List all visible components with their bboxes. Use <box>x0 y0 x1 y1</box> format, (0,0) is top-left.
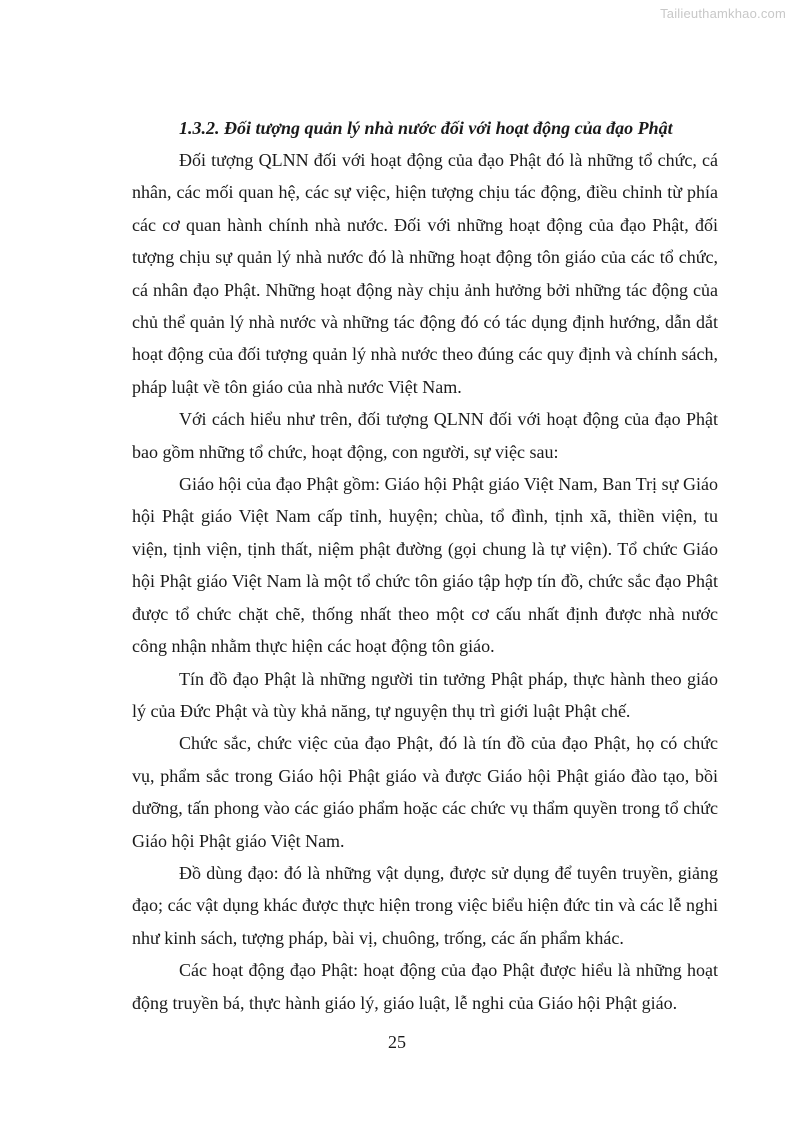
paragraph: Tín đồ đạo Phật là những người tin tưởng Phật pháp, thực hành theo giáo lý của Đức Phật và tùy khả năng, tự nguyện thụ trì giới luật Phật chế. <box>132 668 718 721</box>
paragraph: Chức sắc, chức việc của đạo Phật, đó là tín đồ của đạo Phật, họ có chức vụ, phẩm sắc trong Giáo hội Phật giáo và được Giáo hội Phật giáo đào tạo, bồi dưỡng, tấn phong vào các giáo phẩm hoặc các chức vụ thẩm quyền trong tổ chức Giáo hội Phật giáo Việt Nam. <box>132 733 718 851</box>
page-content <box>132 112 718 1019</box>
paragraph: Giáo hội của đạo Phật gồm: Giáo hội Phật giáo Việt Nam, Ban Trị sự Giáo hội Phật giáo Việt Nam cấp tỉnh, huyện; chùa, tổ đình, tịnh xã, thiền viện, tu viện, tịnh viện, tịnh thất, niệm phật đường (gọi chung là tự viện). Tổ chức Giáo hội Phật giáo Việt Nam là một tổ chức tôn giáo tập hợp tín đồ, chức sắc đạo Phật được tổ chức chặt chẽ, thống nhất theo một cơ cấu nhất định được nhà nước công nhận nhằm thực hiện các hoạt động tôn giáo. <box>132 474 718 657</box>
watermark: Tailieuthamkhao.com <box>660 6 786 21</box>
paragraph: Đối tượng QLNN đối với hoạt động của đạo Phật đó là những tổ chức, cá nhân, các mối quan hệ, các sự việc, hiện tượng chịu tác động, điều chỉnh từ phía các cơ quan hành chính nhà nước. Đối với những hoạt động của đạo Phật, đối tượng chịu sự quản lý nhà nước đó là những hoạt động tôn giáo của các tổ chức, cá nhân đạo Phật. Những hoạt động này chịu ảnh hưởng bởi những tác động của chủ thể quản lý nhà nước và những tác động đó có tác dụng định hướng, dẫn dắt hoạt động của đối tượng quản lý nhà nước theo đúng các quy định và chính sách, pháp luật về tôn giáo của nhà nước Việt Nam. <box>132 150 718 397</box>
section-heading: 1.3.2. Đối tượng quản lý nhà nước đối với hoạt động của đạo Phật <box>179 118 673 138</box>
page-number: 25 <box>388 1032 406 1052</box>
paragraph: Đồ dùng đạo: đó là những vật dụng, được sử dụng để tuyên truyền, giảng đạo; các vật dụng khác được thực hiện trong việc biểu hiện đức tin và các lễ nghi như kinh sách, tượng pháp, bài vị, chuông, trống, các ấn phẩm khác. <box>132 862 718 948</box>
paragraph: Các hoạt động đạo Phật: hoạt động của đạo Phật được hiểu là những hoạt động truyền bá, thực hành giáo lý, giáo luật, lễ nghi của Giáo hội Phật giáo. <box>132 960 718 1013</box>
paragraph: Với cách hiểu như trên, đối tượng QLNN đối với hoạt động của đạo Phật bao gồm những tổ chức, hoạt động, con người, sự việc sau: <box>132 409 718 462</box>
